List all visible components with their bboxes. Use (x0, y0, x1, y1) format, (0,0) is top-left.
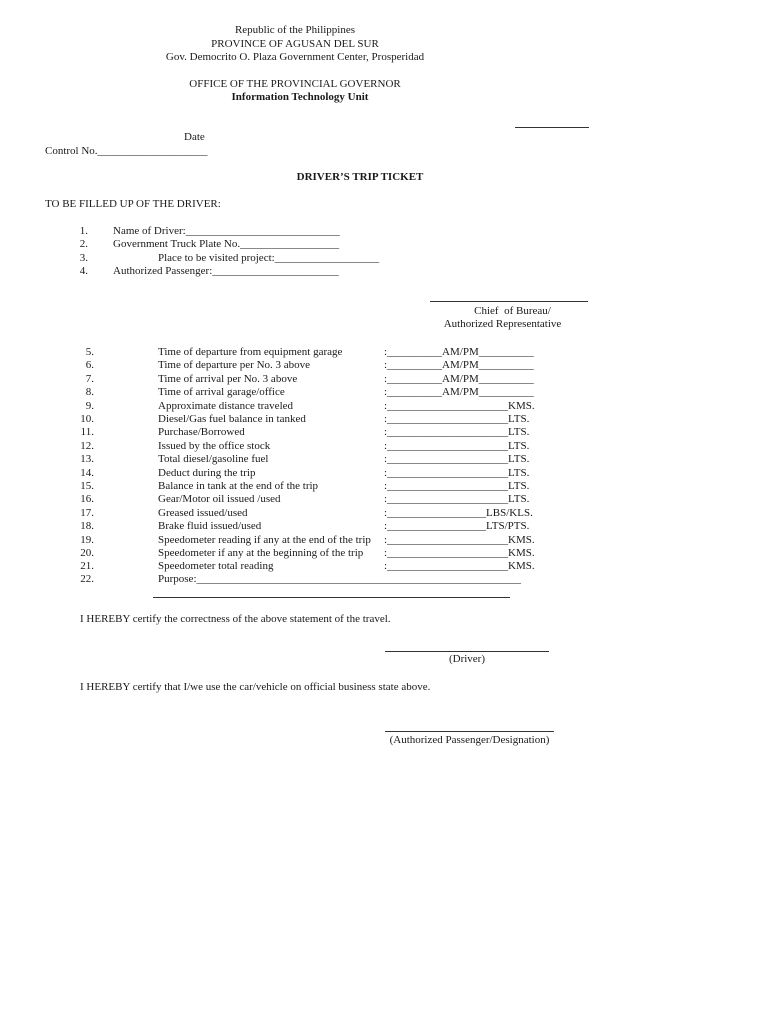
date-label: Date (184, 131, 205, 143)
trip-item-label: Greased issued/used (158, 507, 248, 519)
item-number: 15. (80, 480, 94, 492)
header-office: OFFICE OF THE PROVINCIAL GOVERNOR (189, 78, 401, 90)
item-number: 11. (80, 426, 94, 438)
trip-item-label: Approximate distance traveled (158, 400, 294, 412)
passenger-certification: I HEREBY certify that I/we use the car/vehicle on official business state above. (80, 681, 431, 693)
trip-item-label: Issued by the office stock (158, 440, 271, 452)
trip-item-field: :______________________LTS. (384, 467, 530, 479)
passenger-signature-label: (Authorized Passenger/Designation) (389, 734, 550, 746)
item-number: 3. (79, 252, 88, 264)
item-number: 12. (80, 440, 94, 452)
trip-item-label: Total diesel/gasoline fuel (158, 453, 269, 465)
item-number: 5. (85, 346, 94, 358)
trip-item-label: Time of departure per No. 3 above (158, 359, 311, 371)
purpose-field: Purpose:___________________________________________________________ (158, 573, 521, 585)
item-number: 7. (85, 373, 94, 385)
item-number: 20. (80, 547, 94, 559)
driver-signature-label: (Driver) (448, 653, 486, 665)
trip-item-field: :__________AM/PM__________ (384, 359, 534, 371)
trip-item-field: :______________________LTS. (384, 480, 530, 492)
chief-signature-line (430, 301, 588, 302)
trip-item-label: Purchase/Borrowed (158, 426, 245, 438)
authorized-passenger-field: Authorized Passenger:_______________________ (113, 265, 339, 277)
purpose-extra-line (153, 597, 510, 598)
item-number: 18. (80, 520, 94, 532)
trip-item-label: Time of arrival garage/office (158, 386, 285, 398)
trip-item-field: :__________AM/PM__________ (384, 346, 534, 358)
trip-item-field: :______________________KMS. (384, 547, 535, 559)
trip-item-label: Deduct during the trip (158, 467, 256, 479)
trip-item-label: Time of departure from equipment garage (158, 346, 343, 358)
trip-item-label: Time of arrival per No. 3 above (158, 373, 298, 385)
header-republic: Republic of the Philippines (234, 24, 356, 36)
trip-item-field: :______________________KMS. (384, 560, 535, 572)
trip-item-field: :______________________LTS. (384, 440, 530, 452)
driver-signature-line (385, 651, 549, 652)
trip-item-field: :__________AM/PM__________ (384, 373, 534, 385)
header-unit: Information Technology Unit (231, 91, 369, 103)
plate-no-field: Government Truck Plate No.__________________ (113, 238, 340, 250)
item-number: 2. (79, 238, 88, 250)
item-number: 6. (85, 359, 94, 371)
item-number: 22. (80, 573, 94, 585)
trip-item-field: :______________________LTS. (384, 413, 530, 425)
trip-item-label: Speedometer reading if any at the end of the trip (158, 534, 371, 546)
chief-subtitle: Authorized Representative (443, 318, 562, 330)
control-no: Control No.____________________ (45, 145, 208, 157)
passenger-signature-line (385, 731, 554, 732)
item-number: 1. (79, 225, 88, 237)
trip-item-label: Diesel/Gas fuel balance in tanked (158, 413, 306, 425)
item-number: 10. (80, 413, 94, 425)
place-visited-field: Place to be visited project:___________________ (158, 252, 380, 264)
item-number: 8. (85, 386, 94, 398)
trip-item-label: Balance in tank at the end of the trip (158, 480, 319, 492)
driver-certification: I HEREBY certify the correctness of the above statement of the travel. (80, 613, 391, 625)
trip-item-field: :______________________KMS. (384, 400, 535, 412)
trip-item-field: :__________________LTS/PTS. (384, 520, 530, 532)
item-number: 16. (80, 493, 94, 505)
item-number: 13. (80, 453, 94, 465)
trip-item-field: :______________________KMS. (384, 534, 535, 546)
form-title: DRIVER’S TRIP TICKET (296, 171, 424, 183)
trip-item-field: :__________________LBS/KLS. (384, 507, 533, 519)
trip-item-label: Speedometer if any at the beginning of the trip (158, 547, 364, 559)
trip-item-field: :______________________LTS. (384, 426, 530, 438)
item-number: 21. (80, 560, 94, 572)
chief-title: Chief of Bureau/ (474, 305, 551, 317)
trip-item-label: Gear/Motor oil issued /used (158, 493, 281, 505)
trip-item-field: :__________AM/PM__________ (384, 386, 534, 398)
item-number: 19. (80, 534, 94, 546)
trip-item-label: Brake fluid issued/used (158, 520, 262, 532)
trip-item-field: :______________________LTS. (384, 493, 530, 505)
item-number: 14. (80, 467, 94, 479)
driver-section-heading: TO BE FILLED UP OF THE DRIVER: (45, 198, 221, 210)
item-number: 9. (85, 400, 94, 412)
driver-name-field: Name of Driver:____________________________ (113, 225, 340, 237)
trip-item-field: :______________________LTS. (384, 453, 530, 465)
date-line (515, 127, 589, 128)
item-number: 17. (80, 507, 94, 519)
header-address: Gov. Democrito O. Plaza Government Center, Prosperidad (165, 51, 425, 63)
header-province: PROVINCE OF AGUSAN DEL SUR (211, 38, 379, 50)
trip-item-label: Speedometer total reading (158, 560, 274, 572)
item-number: 4. (79, 265, 88, 277)
